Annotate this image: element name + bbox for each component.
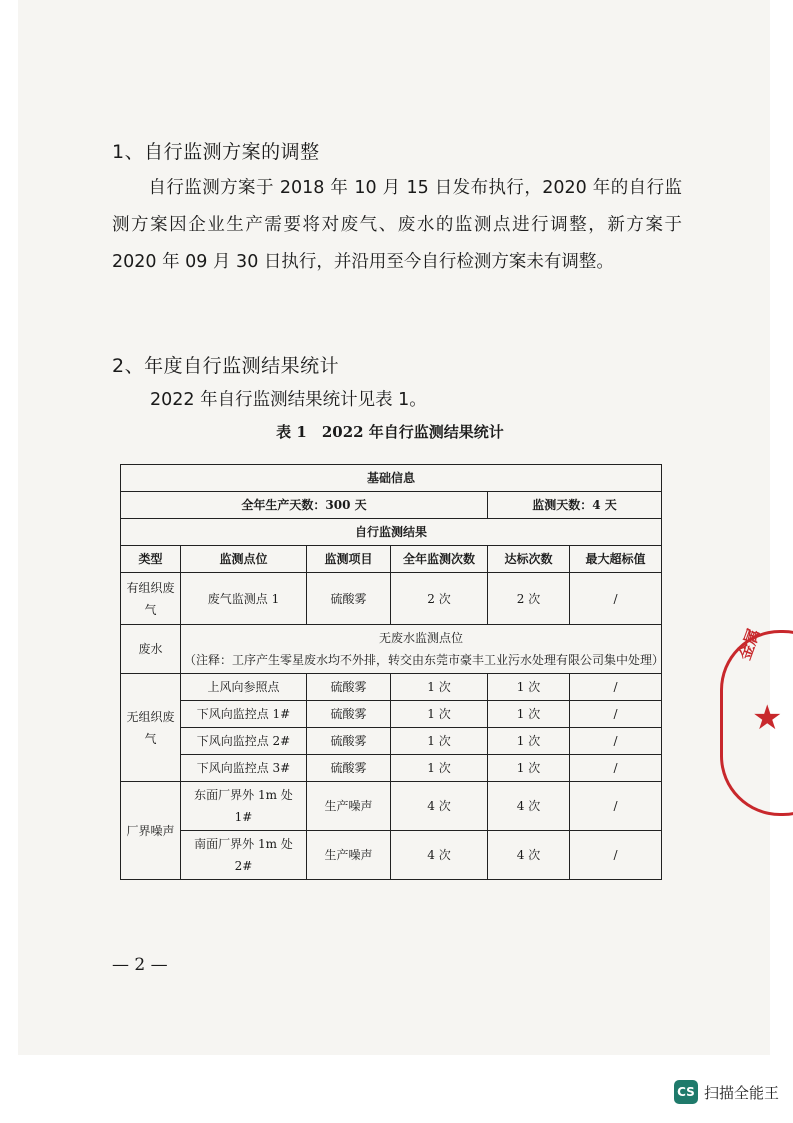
table-row	[121, 674, 662, 701]
point-cell: 南面厂界外 1m 处 2#	[181, 831, 307, 880]
item-cell: 硫酸雾	[307, 573, 391, 625]
section1-body: 自行监测方案于 2018 年 10 月 15 日发布执行，2020 年的自行监测方案因企业生产需要将对废气、废水的监测点进行调整，新方案于 2020 年 09 月 30 日执行，并沿用至今自行检测方案未有调整。	[112, 178, 682, 272]
max-exceed-cell: /	[570, 831, 662, 880]
item-cell: 硫酸雾	[307, 674, 391, 701]
table-row	[121, 573, 662, 625]
max-exceed-cell: /	[570, 701, 662, 728]
table-row	[121, 728, 662, 755]
wastewater-note-cell	[181, 625, 665, 674]
count-cell: 1 次	[391, 755, 488, 782]
production-days: 全年生产天数：300 天	[121, 492, 488, 519]
compliant-cell: 4 次	[488, 831, 570, 880]
type-cell: 废水	[121, 625, 181, 674]
monitoring-results-table	[120, 464, 665, 880]
header-item: 监测项目	[307, 546, 391, 573]
compliant-cell: 1 次	[488, 674, 570, 701]
item-cell: 生产噪声	[307, 782, 391, 831]
wastewater-line: 无废水监测点位	[379, 631, 464, 645]
point-cell: 东面厂界外 1m 处 1#	[181, 782, 307, 831]
section2-lead: 2022 年自行监测结果统计见表 1。	[150, 390, 427, 410]
count-cell: 1 次	[391, 701, 488, 728]
section1-heading: 1、自行监测方案的调整	[112, 141, 320, 163]
max-exceed-cell: /	[570, 573, 662, 625]
max-exceed-cell: /	[570, 782, 662, 831]
page-number: — 2 —	[112, 955, 168, 975]
wastewater-note: （注释：工序产生零星废水均不外排，转交由东莞市豪丰工业污水处理有限公司集中处理）	[184, 653, 665, 667]
type-cell: 无组织废气	[121, 674, 181, 782]
compliant-cell: 1 次	[488, 755, 570, 782]
table-row	[121, 701, 662, 728]
compliant-cell: 4 次	[488, 782, 570, 831]
watermark-text: 扫描全能王	[703, 1083, 779, 1102]
table-row	[121, 782, 662, 831]
compliant-cell: 1 次	[488, 728, 570, 755]
header-point: 监测点位	[181, 546, 307, 573]
point-cell: 下风向监控点 3#	[181, 755, 307, 782]
point-cell: 下风向监控点 1#	[181, 701, 307, 728]
count-cell: 4 次	[391, 831, 488, 880]
monitoring-days: 监测天数：4 天	[488, 492, 662, 519]
table-row	[121, 625, 662, 674]
max-exceed-cell: /	[570, 755, 662, 782]
seal-star-icon: ★	[752, 698, 783, 738]
seal-text: 金属	[734, 625, 764, 663]
compliant-cell: 1 次	[488, 701, 570, 728]
table-header-row	[121, 546, 662, 573]
section2-heading: 2、年度自行监测结果统计	[112, 355, 340, 377]
point-cell: 上风向参照点	[181, 674, 307, 701]
item-cell: 硫酸雾	[307, 701, 391, 728]
max-exceed-cell: /	[570, 674, 662, 701]
header-count: 全年监测次数	[391, 546, 488, 573]
scanner-watermark	[674, 1080, 779, 1104]
type-cell: 有组织废气	[121, 573, 181, 625]
item-cell: 硫酸雾	[307, 755, 391, 782]
table-row	[121, 755, 662, 782]
item-cell: 硫酸雾	[307, 728, 391, 755]
item-cell: 生产噪声	[307, 831, 391, 880]
header-compliant: 达标次数	[488, 546, 570, 573]
header-type: 类型	[121, 546, 181, 573]
count-cell: 1 次	[391, 728, 488, 755]
type-cell: 厂界噪声	[121, 782, 181, 880]
camscanner-logo-icon: CS	[674, 1080, 698, 1104]
compliant-cell: 2 次	[488, 573, 570, 625]
count-cell: 4 次	[391, 782, 488, 831]
max-exceed-cell: /	[570, 728, 662, 755]
basic-info-title: 基础信息	[121, 465, 662, 492]
point-cell: 废气监测点 1	[181, 573, 307, 625]
header-max-exceed: 最大超标值	[570, 546, 662, 573]
table-row	[121, 519, 662, 546]
table-caption: 表 1 2022 年自行监测结果统计	[276, 423, 504, 441]
table-row	[121, 465, 662, 492]
point-cell: 下风向监控点 2#	[181, 728, 307, 755]
count-cell: 1 次	[391, 674, 488, 701]
table-row	[121, 831, 662, 880]
table-row	[121, 492, 662, 519]
count-cell: 2 次	[391, 573, 488, 625]
results-title: 自行监测结果	[121, 519, 662, 546]
